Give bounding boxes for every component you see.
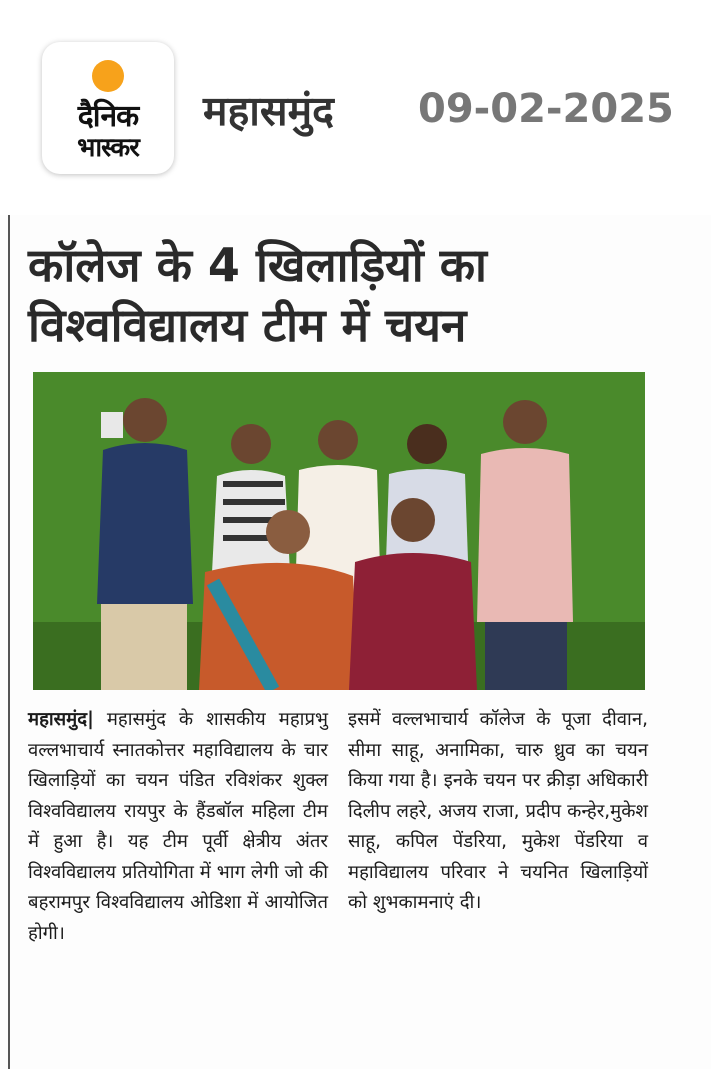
article-dateline: महासमुंद| [28,709,94,730]
group-photo-illustration [33,372,645,690]
headline-line2: विश्वविद्यालय टीम में चयन [28,298,467,352]
edition-name: महासमुंद [203,87,334,135]
article-headline [28,235,668,355]
edition-date: 09-02-2025 [418,86,674,132]
article-text-right: इसमें वल्लभाचार्य कॉलेज के पूजा दीवान, सीमा साहू, अनामिका, चारु ध्रुव का चयन किया गया है। इनके चयन पर क्रीड़ा अधिकारी दिलीप लहरे, अजय राजा, प्रदीप कन्हेर,मुकेश साहू, कपिल पेंडरिया, मुकेश पेंडरिया व महाविद्यालय परिवार ने चयनित खिलाड़ियों को शुभकामनाएं दी। [348,709,648,913]
group-photo [33,372,645,690]
page-header [0,0,711,200]
dainik-bhaskar-logo[interactable] [42,42,174,174]
sun-icon [92,60,124,92]
clipping-border [8,215,10,1069]
article-column-left [28,705,328,949]
logo-text-line2: भास्कर [77,133,139,163]
logo-text-line1: दैनिक [77,99,139,134]
article-text-left: महासमुंद के शासकीय महाप्रभु वल्लभाचार्य स्नातकोत्तर महाविद्यालय के चार खिलाड़ियों का चयन पंडित रविशंकर शुक्ल विश्वविद्यालय रायपुर के हैंडबॉल महिला टीम में हुआ है। यह टीम पूर्वी क्षेत्रीय अंतर विश्वविद्यालय प्रतियोगिता में भाग लेगी जो की बहरामपुर विश्वविद्यालय ओडिशा में आयोजित होगी। [28,709,328,944]
article-column-right [348,705,648,919]
newspaper-clipping [0,215,711,1069]
headline-line1: कॉलेज के 4 खिलाड़ियों का [28,238,487,292]
